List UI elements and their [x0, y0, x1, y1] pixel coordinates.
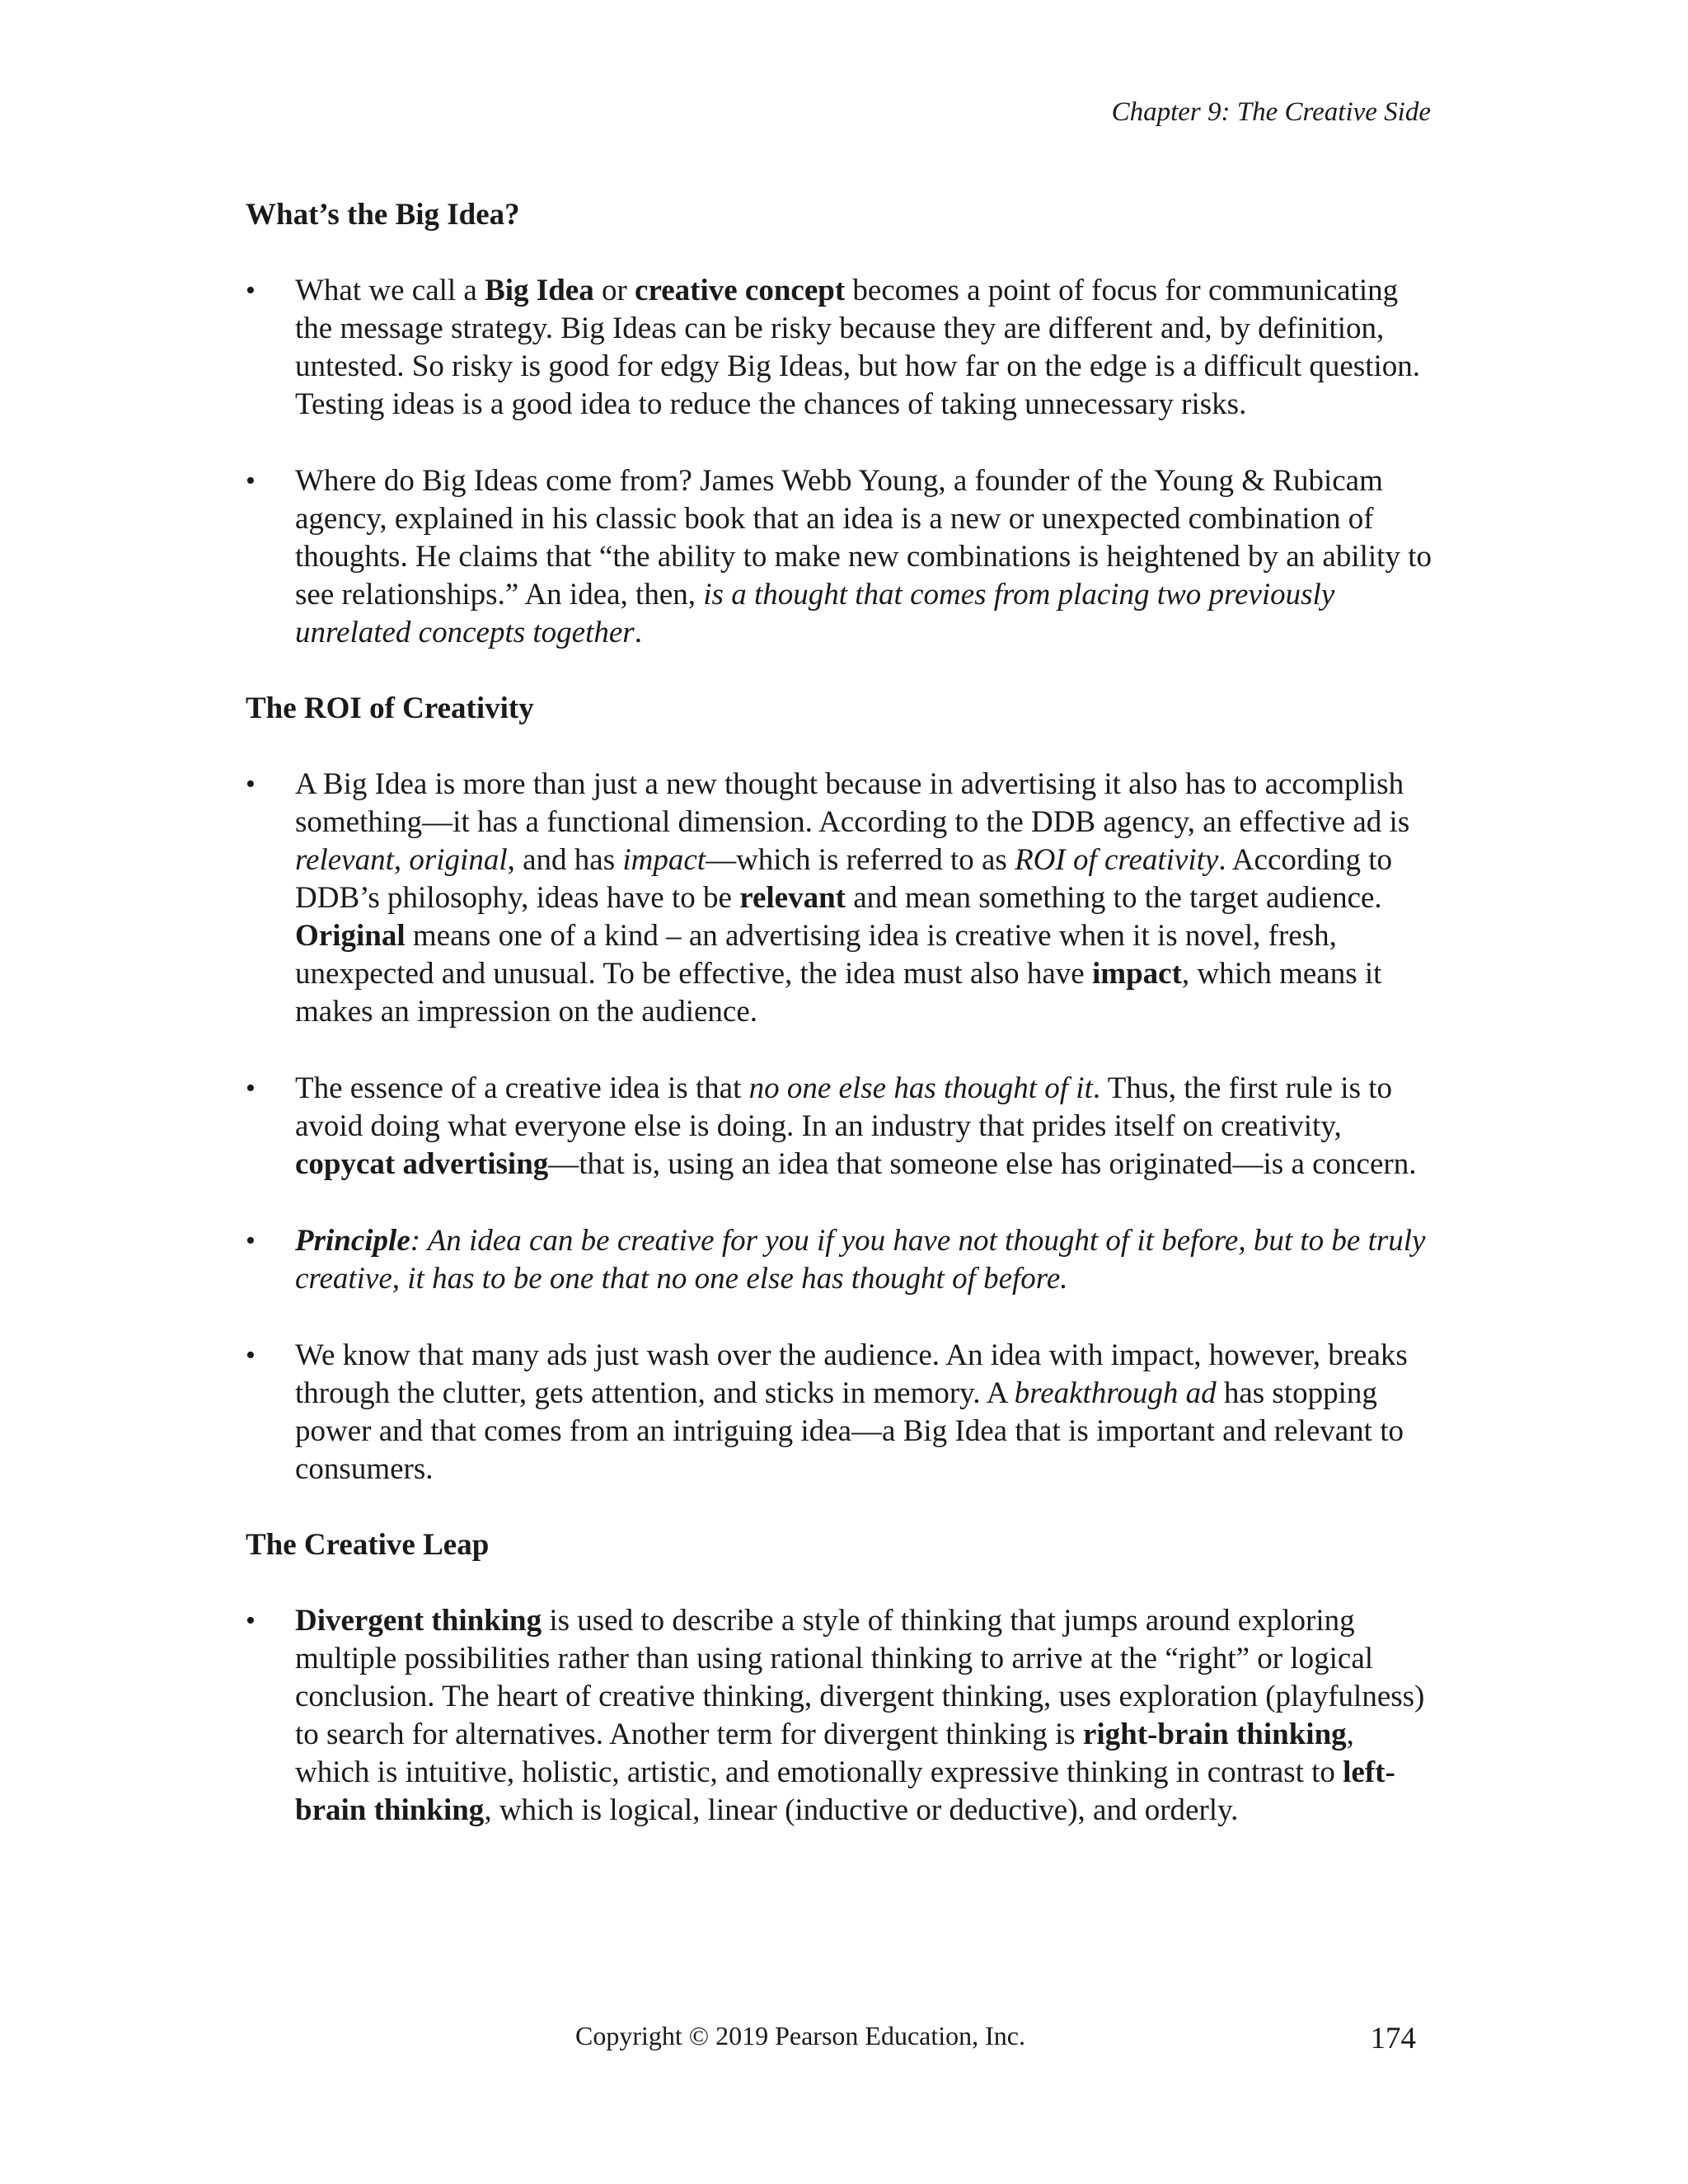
emphasis-italic: relevant — [295, 843, 394, 877]
bullet-text — [295, 1338, 1408, 1486]
emphasis-bold: copycat advertising — [295, 1147, 549, 1181]
text-run: The essence of a creative idea is that — [295, 1071, 749, 1105]
text-run: . — [634, 616, 642, 649]
bullet-item — [246, 1070, 1432, 1183]
bullet-icon: • — [246, 1340, 256, 1371]
text-run: —that is, using an idea that someone else has originated—is a concern. — [548, 1147, 1417, 1181]
bullet-list — [246, 272, 1432, 652]
emphasis-bold: Divergent thinking — [295, 1604, 542, 1638]
bullet-icon: • — [246, 466, 256, 496]
text-run: —which is referred to as — [706, 843, 1015, 877]
emphasis-bold: right-brain thinking — [1082, 1718, 1347, 1751]
text-run: . Thus, the first rule is to avoid doing what everyone else is doing. In an industry that prides itself on creativity, — [295, 1071, 1392, 1143]
emphasis-italic: ROI of creativity — [1015, 843, 1219, 877]
bullet-text — [295, 274, 1420, 421]
text-run: becomes a point of focus for communicating the message strategy. Big Ideas can be risky because they are different and, by definition, untested. So risky is good for edgy Big Ideas, but how far on the edge is a difficult question. Testing ideas is a good idea to reduce the chances of taking unnecessary risks. — [295, 274, 1421, 421]
emphasis-bold: Big Idea — [485, 274, 594, 307]
bullet-item — [246, 1602, 1432, 1830]
bullet-text — [295, 1224, 1425, 1296]
emphasis-italic: breakthrough ad — [1014, 1376, 1217, 1410]
text-run: or — [593, 274, 635, 307]
text-run: What we call a — [295, 274, 485, 307]
page-content — [246, 196, 1432, 1830]
emphasis-italic: no one else has thought of it — [748, 1071, 1093, 1105]
text-run: , — [393, 843, 410, 877]
emphasis-bold: Principle — [295, 1224, 410, 1258]
bullet-icon: • — [246, 275, 256, 306]
bullet-icon: • — [246, 1226, 256, 1256]
bullet-item — [246, 462, 1432, 652]
bullet-item — [246, 1222, 1432, 1298]
bullet-icon: • — [246, 1073, 256, 1104]
bullet-text — [295, 767, 1409, 1029]
bullet-item — [246, 272, 1432, 424]
copyright-notice: Copyright © 2019 Pearson Education, Inc. — [575, 2021, 1025, 2050]
text-run: . According to DDB’s philosophy, ideas have to be — [295, 843, 1392, 915]
emphasis-italic: impact — [622, 843, 706, 877]
emphasis-bold: Original — [295, 919, 406, 953]
section-heading: What’s the Big Idea? — [246, 198, 520, 232]
text-run: has stopping power and that comes from an intriguing idea—a Big Idea that is important and relevant to consumers. — [295, 1376, 1404, 1486]
bullet-item — [246, 1337, 1432, 1488]
text-run: means one of a kind – an advertising idea is creative when it is novel, fresh, unexpected and unusual. To be effective, the idea must also have — [295, 919, 1337, 991]
bullet-icon: • — [246, 1605, 256, 1636]
bullet-item — [246, 766, 1432, 1031]
emphasis-bold: relevant — [739, 881, 846, 915]
page-footer — [0, 2021, 1688, 2070]
section-heading: The Creative Leap — [246, 1528, 490, 1562]
text-run: and mean something to the target audience. — [845, 881, 1382, 915]
bullet-list — [246, 1602, 1432, 1830]
bullet-list — [246, 766, 1432, 1488]
text-run: Where do Big Ideas come from? James Webb Young, a founder of the Young & Rubicam agency, explained in his classic book that an idea is a new or unexpected combination of thoughts. He claims that “the ability to make new combinations is heightened by an ability to see relationships.” An idea, then, — [295, 464, 1432, 612]
text-run: , which is intuitive, holistic, artistic, and emotionally expressive thinking in contrast to — [295, 1718, 1354, 1789]
emphasis-italic: is a thought that comes from placing two previously unrelated concepts together — [295, 578, 1335, 649]
text-run: We know that many ads just wash over the audience. An idea with impact, however, breaks through the clutter, gets attention, and sticks in memory. A — [295, 1338, 1408, 1410]
section-heading: The ROI of Creativity — [246, 691, 534, 725]
bullet-text — [295, 464, 1432, 649]
bullet-text — [295, 1604, 1424, 1827]
text-run: , which means it makes an impression on the audience. — [295, 957, 1382, 1029]
text-run: is used to describe a style of thinking that jumps around exploring multiple possibilities rather than using rational thinking to arrive at the “right” or logical conclusion. The heart of creative thinking, divergent thinking, uses exploration (playfulness) to search for alternatives. Another term for divergent thinking is — [295, 1604, 1425, 1751]
emphasis-bold: impact — [1091, 957, 1182, 991]
running-header: Chapter 9: The Creative Side — [1111, 97, 1431, 127]
bullet-icon: • — [246, 769, 256, 799]
emphasis-bold: left-brain thinking — [295, 1755, 1395, 1827]
emphasis-bold: creative concept — [635, 274, 846, 307]
page-number: 174 — [1370, 2022, 1416, 2055]
text-run: , and has — [507, 843, 623, 877]
text-run: A Big Idea is more than just a new thought because in advertising it also has to accomplish something—it has a functional dimension. According to the DDB agency, an effective ad is — [295, 767, 1410, 839]
text-run: , which is logical, linear (inductive or deductive), and orderly. — [484, 1793, 1239, 1827]
emphasis-italic: original — [409, 843, 508, 877]
emphasis-italic: : An idea can be creative for you if you have not thought of it before, but to be truly creative, it has to be one that no one else has thought of before. — [295, 1224, 1426, 1296]
bullet-text — [295, 1071, 1416, 1181]
